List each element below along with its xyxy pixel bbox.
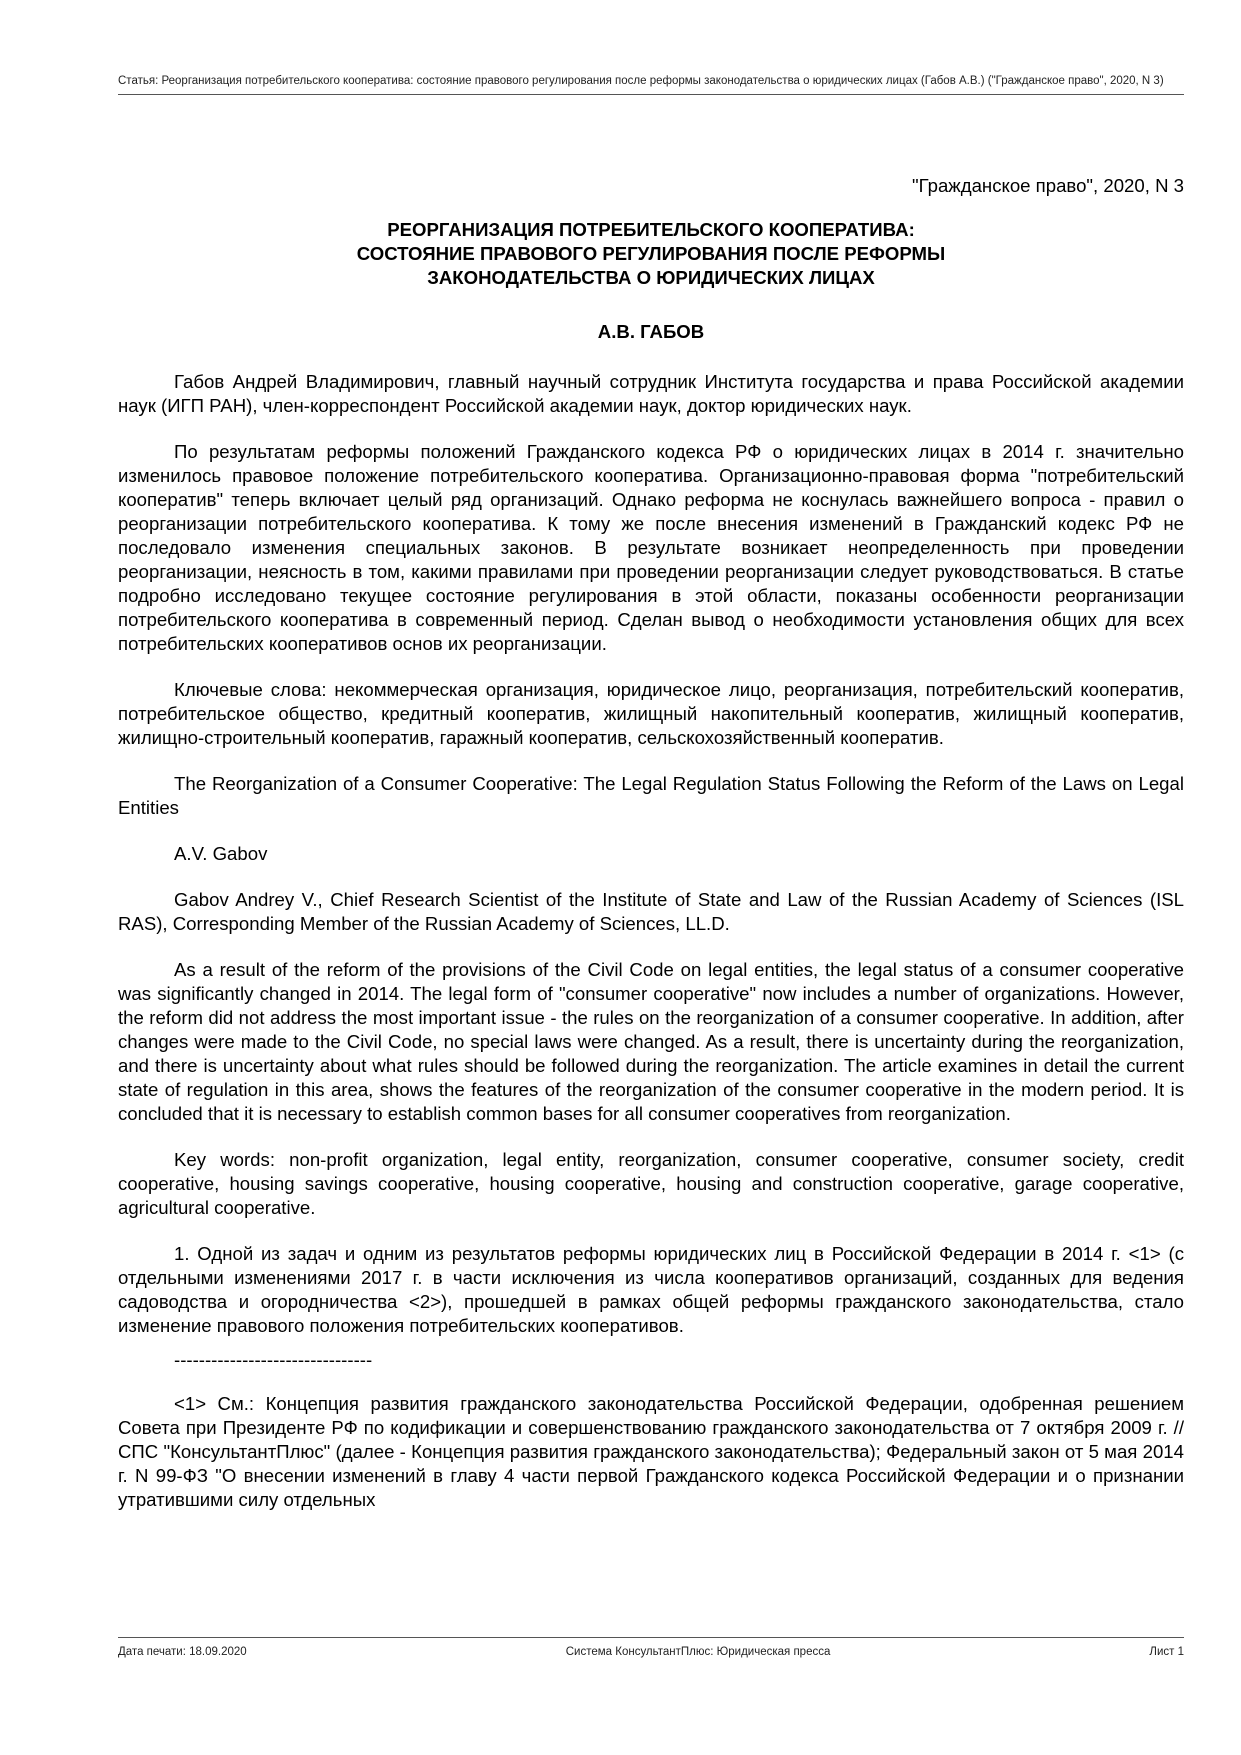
abstract-en: As a result of the reform of the provisions of the Civil Code on legal entities, the legal status of a consumer cooperative was significantly changed in 2014. The legal form of "consumer cooperative" now includes a number of organizations. However, the reform did not address the most important issue - the rules on the reorganization of a consumer cooperative. In addition, after changes were made to the Civil Code, no special laws were changed. As a result, there is uncertainty during the reorganization, and there is uncertainty about what rules should be followed during the reorganization. The article examines in detail the current state of regulation in this area, shows the features of the reorganization of the consumer cooperative in the modern period. It is concluded that it is necessary to establish common bases for all consumer cooperatives from reorganization. — [118, 959, 1184, 1124]
author-info-en: Gabov Andrey V., Chief Research Scientist of the Institute of State and Law of the Russian Academy of Sciences (ISL RAS), Corresponding Member of the Russian Academy of Sciences, LL.D. — [118, 889, 1184, 934]
print-date: Дата печати: 18.09.2020 — [118, 1646, 247, 1658]
page-header-text: Статья: Реорганизация потребительского кооператива: состояние правового регулирования после реформы законодательства о юридических лицах (Габов А.В.) ("Гражданское право", 2020, N 3) — [118, 75, 1164, 87]
keywords-en: Key words: non-profit organization, legal entity, reorganization, consumer cooperative, consumer society, credit cooperative, housing savings cooperative, housing cooperative, housing and construction cooperative, garage cooperative, agricultural cooperative. — [118, 1149, 1184, 1218]
article-title — [118, 218, 1184, 290]
body-paragraph-1: 1. Одной из задач и одним из результатов реформы юридических лиц в Российской Федерации в 2014 г. <1> (с отдельными изменениями 2017 г. в части исключения из числа кооперативов организаций, созданных для ведения садоводства и огородничества <2>), прошедшей в рамках общей реформы гражданского законодательства, стало изменение правового положения потребительских кооперативов. — [118, 1243, 1184, 1336]
document-body — [118, 174, 1184, 1534]
sheet-number: Лист 1 — [1149, 1646, 1184, 1658]
page-footer — [118, 1637, 1184, 1658]
article-title-line-1: РЕОРГАНИЗАЦИЯ ПОТРЕБИТЕЛЬСКОГО КООПЕРАТИВА: — [387, 219, 915, 240]
author-info-ru: Габов Андрей Владимирович, главный научный сотрудник Института государства и права Российской академии наук (ИГП РАН), член-корреспондент Российской академии наук, доктор юридических наук. — [118, 371, 1184, 416]
abstract-ru: По результатам реформы положений Гражданского кодекса РФ о юридических лицах в 2014 г. значительно изменилось правовое положение потребительского кооператива. Организационно-правовая форма "потребительский кооператив" теперь включает целый ряд организаций. Однако реформа не коснулась важнейшего вопроса - правил о реорганизации потребительского кооператива. К тому же после внесения изменений в Гражданский кодекс РФ не последовало изменения специальных законов. В результате возникает неопределенность при проведении реорганизации, неясность в том, какими правилами при проведении реорганизации следует руководствоваться. В статье подробно исследовано текущее состояние регулирования в этой области, показаны особенности реорганизации потребительского кооператива в современный период. Сделан вывод о необходимости установления общих для всех потребительских кооперативов основ их реорганизации. — [118, 441, 1184, 654]
system-name: Система КонсультантПлюс: Юридическая пресса — [565, 1646, 831, 1658]
keywords-ru: Ключевые слова: некоммерческая организация, юридическое лицо, реорганизация, потребительский кооператив, потребительское общество, кредитный кооператив, жилищный накопительный кооператив, жилищный кооператив, жилищно-строительный кооператив, гаражный кооператив, сельскохозяйственный кооператив. — [118, 679, 1184, 748]
page-header — [118, 74, 1184, 95]
title-en: The Reorganization of a Consumer Cooperative: The Legal Regulation Status Following the Reform of the Laws on Legal Entities — [118, 773, 1184, 818]
journal-reference: "Гражданское право", 2020, N 3 — [911, 175, 1184, 196]
article-title-line-2: СОСТОЯНИЕ ПРАВОВОГО РЕГУЛИРОВАНИЯ ПОСЛЕ РЕФОРМЫ — [356, 243, 946, 264]
author-name: А.В. ГАБОВ — [597, 321, 705, 342]
footnote-1: <1> См.: Концепция развития гражданского законодательства Российской Федерации, одобренная решением Совета при Президенте РФ по кодификации и совершенствованию гражданского законодательства от 7 октября 2009 г. // СПС "КонсультантПлюс" (далее - Концепция развития гражданского законодательства); Федеральный закон от 5 мая 2014 г. N 99-ФЗ "О внесении изменений в главу 4 части первой Гражданского кодекса Российской Федерации и о признании утратившими силу отдельных — [118, 1393, 1184, 1510]
footnote-separator: -------------------------------- — [174, 1349, 373, 1370]
author-en: A.V. Gabov — [174, 843, 268, 864]
article-title-line-3: ЗАКОНОДАТЕЛЬСТВА О ЮРИДИЧЕСКИХ ЛИЦАХ — [427, 267, 875, 288]
